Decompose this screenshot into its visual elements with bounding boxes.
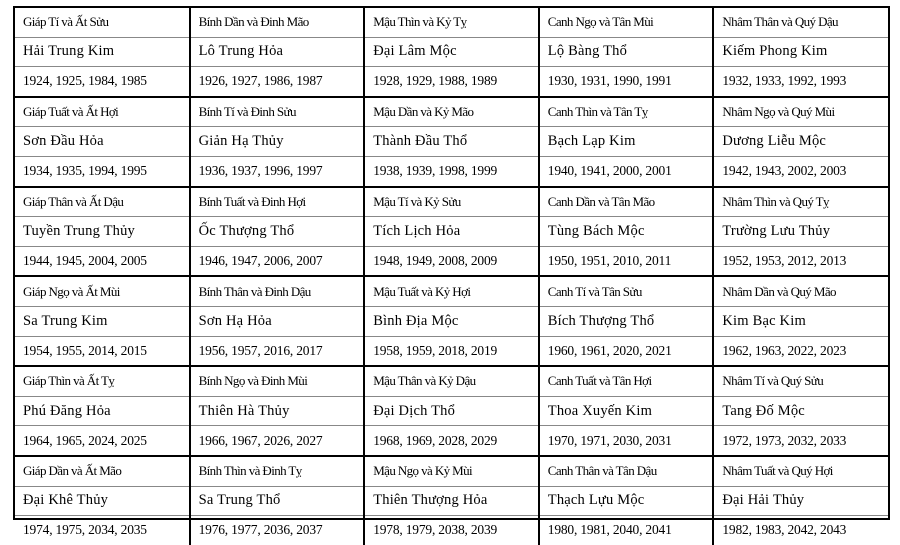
menh-name-cell: Sơn Đầu Hỏa [15, 127, 190, 157]
menh-name-cell: Giản Hạ Thủy [190, 127, 365, 157]
can-chi-pair-cell: Bính Thìn và Đinh Tỵ [190, 456, 365, 486]
menh-name-cell: Bạch Lạp Kim [539, 127, 714, 157]
menh-name-cell: Thiên Hà Thủy [190, 396, 365, 426]
table-row [15, 37, 888, 67]
can-chi-pair-cell: Canh Thân và Tân Dậu [539, 456, 714, 486]
can-chi-pair-cell: Giáp Ngọ và Ất Mùi [15, 276, 190, 306]
table-row [15, 516, 888, 545]
can-chi-pair-cell: Canh Ngọ và Tân Mùi [539, 8, 714, 37]
birth-years-cell: 1944, 1945, 2004, 2005 [15, 246, 190, 276]
birth-years-cell: 1942, 1943, 2002, 2003 [713, 156, 888, 186]
table-row [15, 486, 888, 516]
can-chi-pair-cell: Giáp Tí và Ất Sửu [15, 8, 190, 37]
menh-name-cell: Trường Lưu Thủy [713, 217, 888, 247]
table-row [15, 156, 888, 186]
can-chi-pair-cell: Nhâm Tí và Quý Sửu [713, 366, 888, 396]
can-chi-pair-cell: Nhâm Thân và Quý Dậu [713, 8, 888, 37]
birth-years-cell: 1964, 1965, 2024, 2025 [15, 426, 190, 456]
birth-years-cell: 1966, 1967, 2026, 2027 [190, 426, 365, 456]
can-chi-pair-cell: Canh Dần và Tân Mão [539, 187, 714, 217]
menh-name-cell: Tùng Bách Mộc [539, 217, 714, 247]
birth-years-cell: 1982, 1983, 2042, 2043 [722, 522, 847, 538]
can-chi-pair-cell: Canh Thìn và Tân Tỵ [539, 97, 714, 127]
birth-years-cell: 1972, 1973, 2032, 2033 [713, 426, 888, 456]
can-chi-pair-cell: Bính Tí và Đinh Sửu [190, 97, 365, 127]
table-row [15, 246, 888, 276]
menh-name-cell: Sa Trung Thổ [190, 486, 365, 516]
menh-name-cell: Tang Đố Mộc [713, 396, 888, 426]
birth-years-cell: 1956, 1957, 2016, 2017 [190, 336, 365, 366]
can-chi-pair-cell: Nhâm Thìn và Quý Tỵ [713, 187, 888, 217]
birth-years-cell: 1948, 1949, 2008, 2009 [364, 246, 539, 276]
birth-years-cell: 1968, 1969, 2028, 2029 [364, 426, 539, 456]
table-row [15, 67, 888, 97]
can-chi-pair-cell: Giáp Tuất và Ất Hợi [15, 97, 190, 127]
menh-name-cell: Lô Trung Hỏa [190, 37, 365, 67]
menh-table-body [15, 8, 888, 545]
menh-name-cell: Hải Trung Kim [15, 37, 190, 67]
can-chi-pair-cell: Nhâm Dần và Quý Mão [713, 276, 888, 306]
menh-table [15, 8, 888, 545]
birth-years-cell: 1960, 1961, 2020, 2021 [539, 336, 714, 366]
birth-years-cell: 1924, 1925, 1984, 1985 [15, 67, 190, 97]
birth-years-cell: 1976, 1977, 2036, 2037 [190, 516, 365, 545]
menh-table-frame [13, 6, 890, 538]
birth-years-cell: 1928, 1929, 1988, 1989 [364, 67, 539, 97]
birth-years-cell: 1946, 1947, 2006, 2007 [190, 246, 365, 276]
birth-years-cell: 1930, 1931, 1990, 1991 [539, 67, 714, 97]
menh-name-cell: Đại Dịch Thổ [364, 396, 539, 426]
menh-name-cell: Thạch Lựu Mộc [539, 486, 714, 516]
can-chi-pair-cell: Giáp Dần và Ất Mão [15, 456, 190, 486]
menh-name-cell: Kim Bạc Kim [713, 306, 888, 336]
table-row [15, 8, 888, 37]
birth-years-cell: 1958, 1959, 2018, 2019 [364, 336, 539, 366]
can-chi-pair-cell: Canh Tuất và Tân Hợi [539, 366, 714, 396]
menh-name-cell: Sơn Hạ Hỏa [190, 306, 365, 336]
birth-years-cell: 1926, 1927, 1986, 1987 [190, 67, 365, 97]
table-row [15, 276, 888, 306]
menh-name-cell: Đại Khê Thủy [15, 486, 190, 516]
menh-name-cell: Thành Đầu Thổ [364, 127, 539, 157]
birth-years-cell: 1974, 1975, 2034, 2035 [15, 516, 190, 545]
can-chi-pair-cell: Mậu Thân và Kỷ Dậu [364, 366, 539, 396]
can-chi-pair-cell: Canh Tí và Tân Sửu [539, 276, 714, 306]
can-chi-pair-cell: Mậu Dần và Kỷ Mão [364, 97, 539, 127]
menh-name-cell: Lộ Bàng Thổ [539, 37, 714, 67]
birth-years-cell: 1970, 1971, 2030, 2031 [539, 426, 714, 456]
menh-name-cell: Tuyền Trung Thủy [15, 217, 190, 247]
table-row [15, 426, 888, 456]
birth-years-cell: 1978, 1979, 2038, 2039 [364, 516, 539, 545]
menh-name-cell: Đại Lâm Mộc [364, 37, 539, 67]
can-chi-pair-cell: Bính Tuất và Đinh Hợi [190, 187, 365, 217]
menh-name-cell: Bích Thượng Thổ [539, 306, 714, 336]
birth-years-cell: 1980, 1981, 2040, 2041 [539, 516, 714, 545]
table-row [15, 97, 888, 127]
can-chi-pair-cell: Giáp Thìn và Ất Tỵ [15, 366, 190, 396]
table-row [15, 336, 888, 366]
birth-years-cell: 1940, 1941, 2000, 2001 [539, 156, 714, 186]
can-chi-pair-cell: Mậu Tuất và Kỷ Hợi [364, 276, 539, 306]
menh-name-cell: Sa Trung Kim [15, 306, 190, 336]
menh-name-cell: Tích Lịch Hỏa [364, 217, 539, 247]
menh-name-cell: Kiếm Phong Kim [713, 37, 888, 67]
table-row [15, 187, 888, 217]
birth-years-cell: 1962, 1963, 2022, 2023 [713, 336, 888, 366]
menh-name-cell: Đại Hải Thủy [713, 486, 888, 516]
birth-years-cell: 1950, 1951, 2010, 2011 [539, 246, 714, 276]
can-chi-pair-cell: Giáp Thân và Ất Dậu [15, 187, 190, 217]
can-chi-pair-cell: Mậu Ngọ và Kỷ Mùi [364, 456, 539, 486]
menh-name-cell: Ốc Thượng Thổ [190, 217, 365, 247]
menh-name-cell: Phú Đăng Hỏa [15, 396, 190, 426]
birth-years-cell: 1938, 1939, 1998, 1999 [364, 156, 539, 186]
birth-years-cell: 1936, 1937, 1996, 1997 [190, 156, 365, 186]
can-chi-pair-cell: Nhâm Ngọ và Quý Mùi [713, 97, 888, 127]
menh-name-cell: Thiên Thượng Hỏa [364, 486, 539, 516]
menh-name-cell: Bình Địa Mộc [364, 306, 539, 336]
table-row [15, 306, 888, 336]
can-chi-pair-cell: Mậu Thìn và Kỷ Tỵ [364, 8, 539, 37]
birth-years-cell: 1932, 1933, 1992, 1993 [713, 67, 888, 97]
table-row [15, 217, 888, 247]
birth-years-cell: 1952, 1953, 2012, 2013 [713, 246, 888, 276]
menh-name-cell: Thoa Xuyến Kim [539, 396, 714, 426]
can-chi-pair-cell: Bính Ngọ và Đinh Mùi [190, 366, 365, 396]
can-chi-pair-cell: Mậu Tí và Kỷ Sửu [364, 187, 539, 217]
table-row [15, 127, 888, 157]
menh-name-cell: Dương Liễu Mộc [713, 127, 888, 157]
birth-years-cell: 1934, 1935, 1994, 1995 [15, 156, 190, 186]
birth-years-cell: 1954, 1955, 2014, 2015 [15, 336, 190, 366]
table-row [15, 396, 888, 426]
can-chi-pair-cell: Bính Dần và Đinh Mão [190, 8, 365, 37]
table-row [15, 456, 888, 486]
table-row [15, 366, 888, 396]
can-chi-pair-cell: Nhâm Tuất và Quý Hợi [713, 456, 888, 486]
can-chi-pair-cell: Bính Thân và Đinh Dậu [190, 276, 365, 306]
